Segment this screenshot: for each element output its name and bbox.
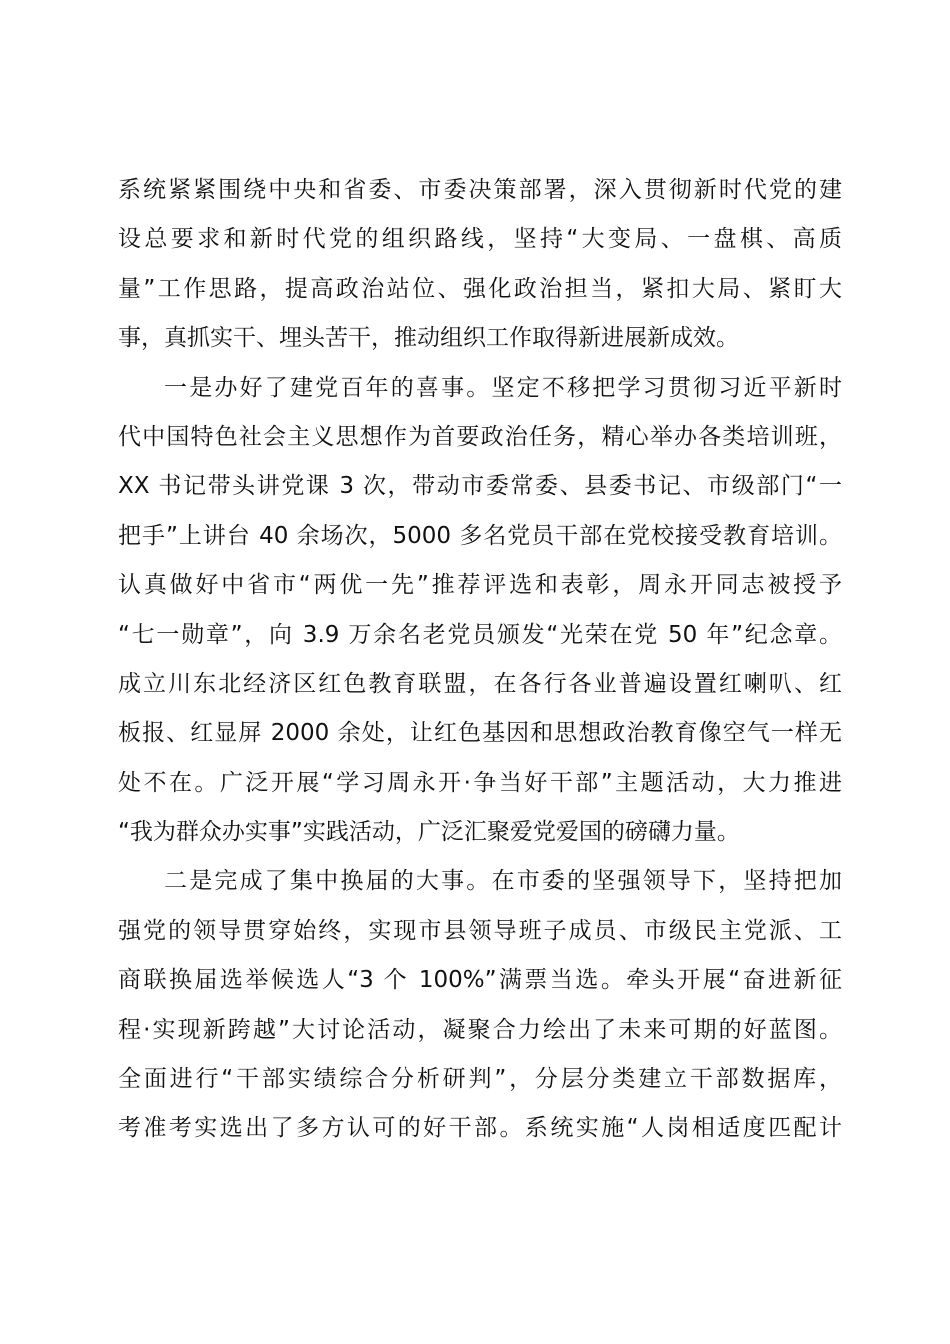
text-line: 认真做好中省市“两优一先”推荐评选和表彰，周永开同志被授予 xyxy=(118,572,842,599)
text-line: “我为群众办实事”实践活动，广泛汇聚爱党爱国的磅礴力量。 xyxy=(118,819,740,846)
paragraph-2 xyxy=(118,364,842,858)
text-line: 事，真抓实干、埋头苦干，推动组织工作取得新进展新成效。 xyxy=(118,325,739,352)
paragraph-1 xyxy=(118,166,842,364)
text-line: 设总要求和新时代党的组织路线，坚持“大变局、一盘棋、高质 xyxy=(118,226,842,253)
text-line: 代中国特色社会主义思想作为首要政治任务，精心举办各类培训班， xyxy=(118,423,842,450)
text-line: 板报、红显屏 2000 余处，让红色基因和思想政治教育像空气一样无 xyxy=(118,720,842,747)
text-line: 商联换届选举候选人“3 个 100%”满票当选。牵头开展“奋进新征 xyxy=(118,967,842,994)
text-line: 系统紧紧围绕中央和省委、市委决策部署，深入贯彻新时代党的建 xyxy=(118,177,842,203)
text-line: 处不在。广泛开展“学习周永开·争当好干部”主题活动，大力推进 xyxy=(118,769,842,796)
text-line: 程·实现新跨越”大讨论活动，凝聚合力绘出了未来可期的好蓝图。 xyxy=(118,1016,842,1043)
paragraph-3 xyxy=(118,857,842,1153)
text-line: 强党的领导贯穿始终，实现市县领导班子成员、市级民主党派、工 xyxy=(118,917,842,944)
text-line: 二是完成了集中换届的大事。在市委的坚强领导下，坚持把加 xyxy=(164,868,842,895)
text-line: 全面进行“干部实绩综合分析研判”，分层分类建立干部数据库， xyxy=(118,1066,842,1093)
text-line: 成立川东北经济区红色教育联盟，在各行各业普遍设置红喇叭、红 xyxy=(118,670,842,697)
text-line: “七一勋章”，向 3.9 万余名老党员颁发“光荣在党 50 年”纪念章。 xyxy=(118,621,842,648)
text-line: 一是办好了建党百年的喜事。坚定不移把学习贯彻习近平新时 xyxy=(164,374,842,401)
text-line: 量”工作思路，提高政治站位、强化政治担当，紧扣大局、紧盯大 xyxy=(118,275,842,302)
text-line: 考准考实选出了多方认可的好干部。系统实施“人岗相适度匹配计 xyxy=(118,1115,842,1142)
document-body xyxy=(118,166,842,1154)
text-line: 把手”上讲台 40 余场次，5000 多名党员干部在党校接受教育培训。 xyxy=(118,522,842,549)
text-line: XX 书记带头讲党课 3 次，带动市委常委、县委书记、市级部门“一 xyxy=(118,473,842,500)
